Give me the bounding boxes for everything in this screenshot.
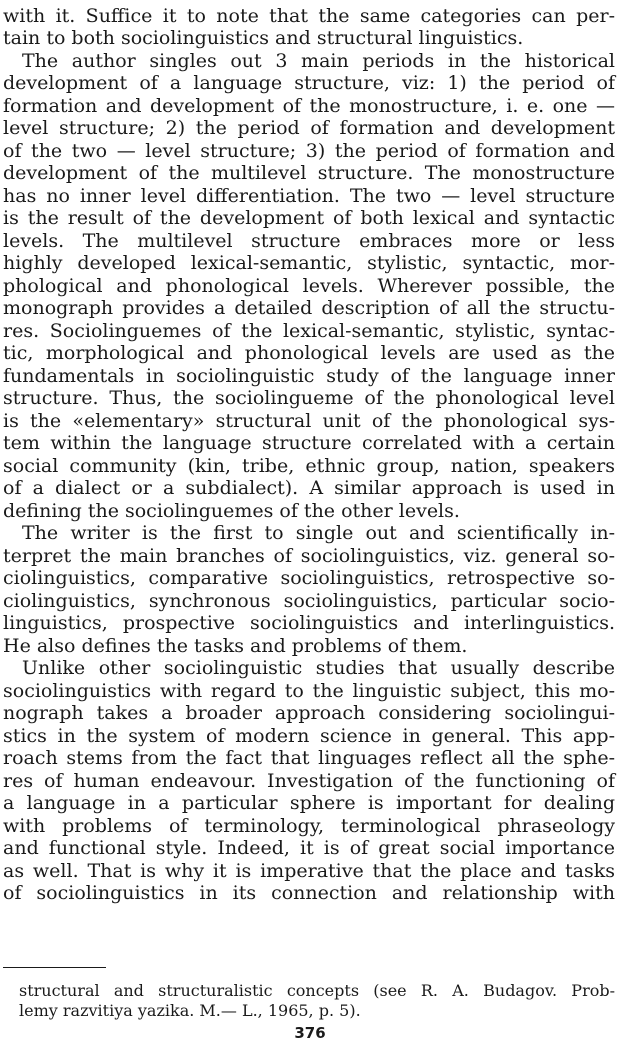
text-line: and functional style. Indeed, it is of great social importance — [3, 837, 615, 859]
text-line: tic, morphological and phonological levels are used as the — [3, 342, 615, 364]
text-line: stics in the system of modern science in general. This app- — [3, 725, 615, 747]
text-line: tem within the language structure correlated with a certain — [3, 432, 615, 454]
text-line: has no inner level differentiation. The two — level structure — [3, 185, 615, 207]
text-line: is the «elementary» structural unit of the phonological sys- — [3, 410, 615, 432]
text-line: phological and phonological levels. Wherever possible, the — [3, 275, 615, 297]
text-line: of the two — level structure; 3) the period of formation and — [3, 140, 615, 162]
text-line: levels. The multilevel structure embraces more or less — [3, 230, 615, 252]
text-line: level structure; 2) the period of formation and development — [3, 117, 615, 139]
footnote-line: structural and structuralistic concepts (see R. A. Budagov. Prob- — [19, 981, 615, 1000]
text-line: fundamentals in sociolinguistic study of the language inner — [3, 365, 615, 387]
paragraph-first-line: The author singles out 3 main periods in the historical — [22, 50, 615, 72]
text-line: ciolinguistics, synchronous sociolinguistics, particular socio- — [3, 590, 615, 612]
text-line: res of human endeavour. Investigation of the functioning of — [3, 770, 615, 792]
text-line: with it. Suffice it to note that the same categories can per- — [3, 5, 615, 27]
text-line: monograph provides a detailed description of all the structu- — [3, 297, 615, 319]
text-line: as well. That is why it is imperative that the place and tasks — [3, 860, 615, 882]
text-line: terpret the main branches of sociolinguistics, viz. general so- — [3, 545, 615, 567]
paragraph-first-line: The writer is the first to single out and scientifically in- — [22, 522, 615, 544]
text-line: social community (kin, tribe, ethnic group, nation, speakers — [3, 455, 615, 477]
text-line: nograph takes a broader approach considering sociolingui- — [3, 702, 615, 724]
text-line: linguistics, prospective sociolinguistics and interlinguistics. — [3, 612, 615, 634]
text-line: of a dialect or a subdialect). A similar approach is used in — [3, 477, 615, 499]
footnote-line: lemy razvitiya yazika. M.— L., 1965, p. 5). — [19, 1001, 361, 1020]
text-line: tain to both sociolinguistics and structural linguistics. — [3, 27, 524, 49]
text-line: ciolinguistics, comparative sociolinguistics, retrospective so- — [3, 567, 615, 589]
text-line: development of the multilevel structure. The monostructure — [3, 162, 615, 184]
text-line: highly developed lexical-semantic, stylistic, syntactic, mor- — [3, 252, 615, 274]
text-line: a language in a particular sphere is important for dealing — [3, 792, 615, 814]
text-line: defining the sociolinguemes of the other levels. — [3, 500, 460, 522]
text-line: development of a language structure, viz: 1) the period of — [3, 72, 615, 94]
text-line: He also defines the tasks and problems of them. — [3, 635, 468, 657]
text-line: structure. Thus, the sociolingueme of the phonological level — [3, 387, 615, 409]
text-line: of sociolinguistics in its connection and relationship with — [3, 882, 615, 904]
footnote-separator — [3, 967, 106, 968]
text-line: with problems of terminology, terminological phraseology — [3, 815, 615, 837]
text-line: roach stems from the fact that linguages reflect all the sphe- — [3, 747, 615, 769]
text-line: formation and development of the monostructure, i. e. one — — [3, 95, 615, 117]
paragraph-first-line: Unlike other sociolinguistic studies that usually describe — [22, 657, 615, 679]
page-number: 376 — [294, 1024, 326, 1042]
text-line: res. Sociolinguemes of the lexical-semantic, stylistic, syntac- — [3, 320, 615, 342]
text-line: sociolinguistics with regard to the linguistic subject, this mo- — [3, 680, 615, 702]
text-line: is the result of the development of both lexical and syntactic — [3, 207, 615, 229]
